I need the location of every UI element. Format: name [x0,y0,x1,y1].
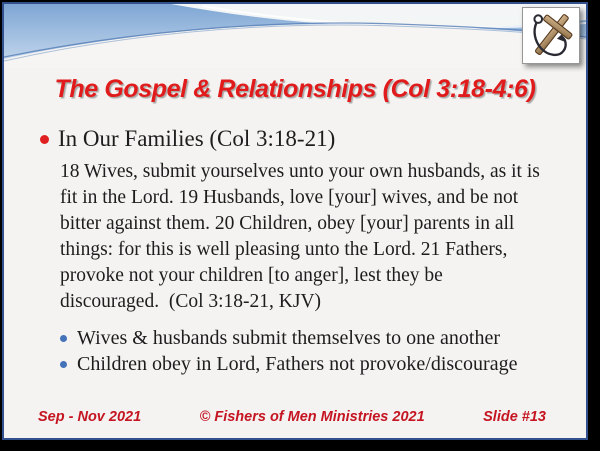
red-bullet-icon [40,135,49,144]
fishers-of-men-logo [522,7,580,64]
main-bullet-text: In Our Families (Col 3:18-21) [58,126,336,151]
scripture-quote [60,159,570,315]
sub-bullet-text: Children obey in Lord, Fathers not provoke/discourage [77,353,518,375]
cross-and-fishhook-icon [525,10,577,61]
blue-bullet-icon [60,361,67,368]
slide-footer [38,409,546,425]
header-wave-decoration [4,4,586,68]
scripture-line: bitter against them. 20 Children, obey [your] parents in all [60,213,515,234]
blue-bullet-icon [60,335,67,342]
slide-body [36,124,570,377]
scripture-line: fit in the Lord. 19 Husbands, love [your] wives, and be not [60,187,519,208]
sub-bullet-text: Wives & husbands submit themselves to one another [77,327,501,349]
footer-date-range: Sep - Nov 2021 [38,409,142,425]
slide-title: The Gospel & Relationships (Col 3:18-4:6) [54,75,536,103]
scripture-line: 18 Wives, submit yourselves unto your own husbands, as it is [60,161,540,182]
footer-copyright: © Fishers of Men Ministries 2021 [199,409,425,425]
footer-slide-number: Slide #13 [483,409,546,425]
scripture-line: things: for this is well pleasing unto the Lord. 21 Fathers, [60,239,508,260]
sub-bullet-item [59,351,570,377]
slide [2,2,588,440]
scripture-line: provoke not your children [to anger], lest they be [60,265,443,286]
main-bullet-item [36,124,570,154]
scripture-line: discouraged. (Col 3:18-21, KJV) [60,291,322,312]
sub-bullet-list [59,325,570,377]
sub-bullet-item [59,325,570,351]
